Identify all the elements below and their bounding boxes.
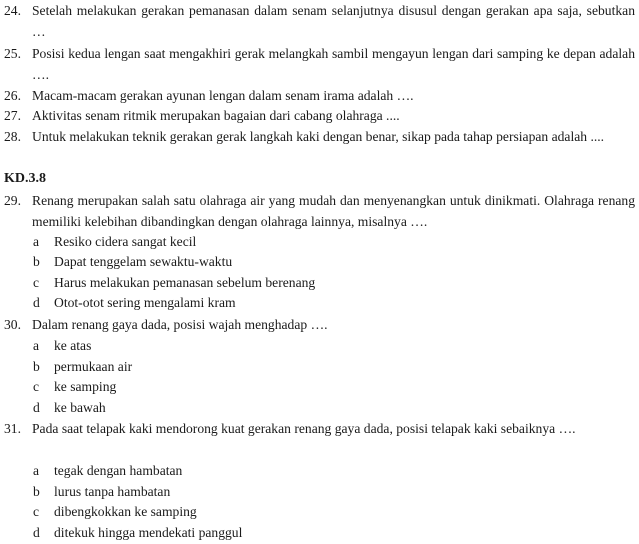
question-text: Renang merupakan salah satu olahraga air yang mudah dan menyenangkan untuk dinikmati. Olahraga renang memiliki kelebihan dibandingkan dengan olahraga lainnya, misalnya ….	[32, 193, 635, 229]
option-30-b	[33, 357, 132, 377]
question-26	[4, 86, 635, 107]
option-text: dibengkokkan ke samping	[54, 504, 197, 519]
option-letter: d	[33, 400, 40, 415]
question-number: 26.	[4, 88, 21, 103]
option-text: Otot-otot sering mengalami kram	[54, 295, 236, 310]
question-text: Macam-macam gerakan ayunan lengan dalam senam irama adalah ….	[32, 88, 414, 103]
option-letter: c	[33, 504, 40, 519]
option-text: Harus melakukan pemanasan sebelum berenang	[54, 275, 316, 290]
question-text: Posisi kedua lengan saat mengakhiri gerak melangkah sambil mengayun lengan dari samping ke depan adalah ….	[32, 46, 635, 82]
option-letter: a	[33, 463, 40, 478]
question-number: 31.	[4, 421, 21, 436]
question-31	[4, 419, 635, 440]
question-27	[4, 106, 635, 127]
question-number: 27.	[4, 108, 21, 123]
option-letter: c	[33, 379, 40, 394]
option-text: ke samping	[54, 379, 117, 394]
question-30	[4, 315, 635, 336]
option-text: ke atas	[54, 338, 92, 353]
question-text: Dalam renang gaya dada, posisi wajah menghadap ….	[32, 317, 328, 332]
option-letter: d	[33, 525, 40, 540]
option-29-b	[33, 252, 232, 272]
question-text: Untuk melakukan teknik gerakan gerak langkah kaki dengan benar, sikap pada tahap persiapan adalah ....	[32, 129, 605, 144]
option-text: Dapat tenggelam sewaktu-waktu	[54, 254, 233, 269]
option-letter: a	[33, 234, 40, 249]
option-text: permukaan air	[54, 359, 133, 374]
option-text: lurus tanpa hambatan	[54, 484, 171, 499]
option-text: ke bawah	[54, 400, 106, 415]
option-letter: c	[33, 275, 40, 290]
question-number: 30.	[4, 317, 21, 332]
option-31-c	[33, 502, 197, 522]
question-24	[4, 1, 635, 42]
question-28	[4, 127, 635, 148]
option-29-d	[33, 293, 236, 313]
option-30-a	[33, 336, 91, 356]
question-text: Aktivitas senam ritmik merupakan bagaian dari cabang olahraga ....	[32, 108, 400, 123]
question-text: Setelah melakukan gerakan pemanasan dalam senam selanjutnya disusul dengan gerakan apa saja, sebutkan …	[32, 3, 635, 39]
question-number: 25.	[4, 46, 21, 61]
option-letter: b	[33, 359, 40, 374]
option-31-b	[33, 482, 170, 502]
option-29-c	[33, 273, 315, 293]
option-29-a	[33, 232, 196, 252]
option-text: Resiko cidera sangat kecil	[54, 234, 197, 249]
option-letter: b	[33, 254, 40, 269]
option-text: tegak dengan hambatan	[54, 463, 183, 478]
option-letter: a	[33, 338, 40, 353]
section-heading: KD.3.8	[4, 171, 46, 186]
option-letter: b	[33, 484, 40, 499]
question-number: 24.	[4, 3, 21, 18]
question-number: 29.	[4, 193, 21, 208]
question-text: Pada saat telapak kaki mendorong kuat gerakan renang gaya dada, posisi telapak kaki sebaiknya ….	[32, 421, 576, 436]
option-text: ditekuk hingga mendekati panggul	[54, 525, 243, 540]
option-31-a	[33, 461, 182, 481]
option-30-c	[33, 377, 116, 397]
option-30-d	[33, 398, 106, 418]
option-letter: d	[33, 295, 40, 310]
question-29	[4, 191, 635, 232]
question-25	[4, 44, 635, 85]
option-31-d	[33, 523, 242, 543]
question-number: 28.	[4, 129, 21, 144]
